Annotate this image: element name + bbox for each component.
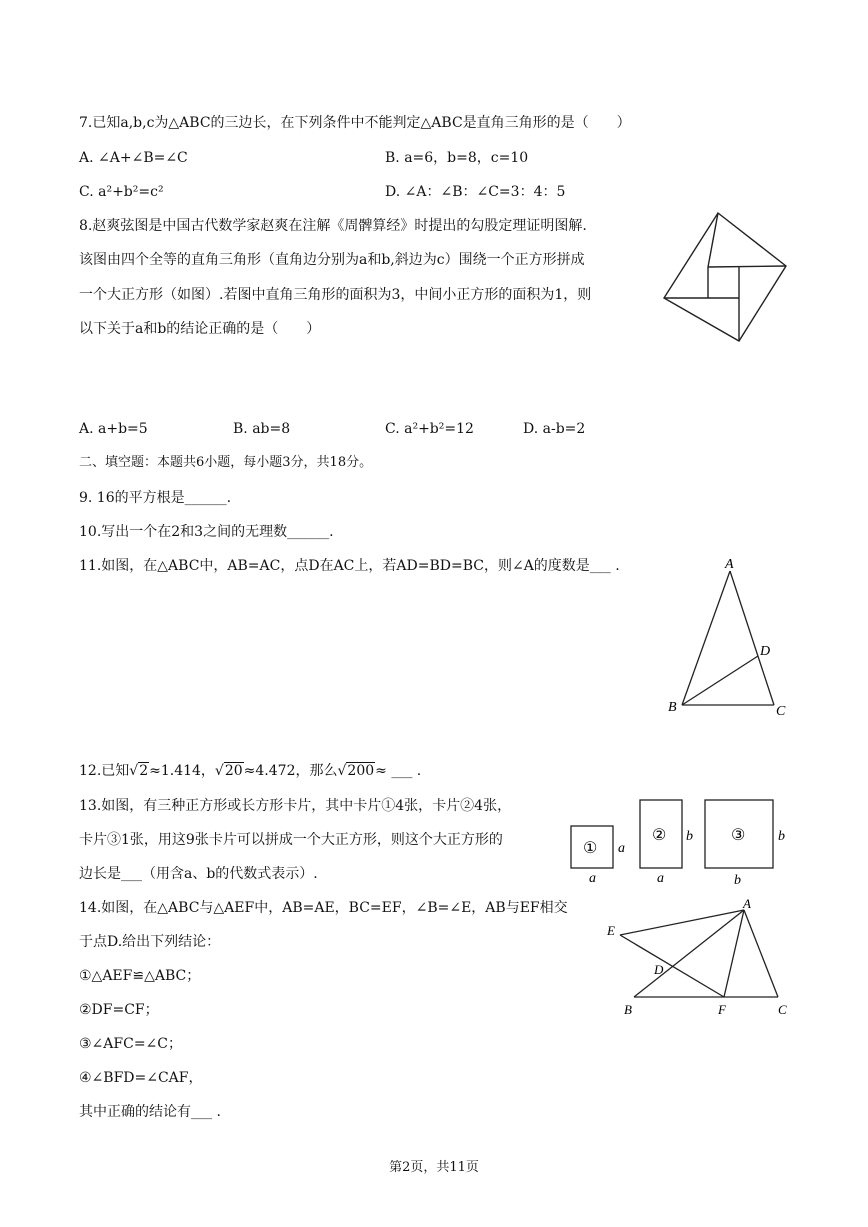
label-d: D: [760, 644, 771, 659]
zhaoshuang-diagram: [658, 210, 792, 348]
sqrt-sign: √: [214, 763, 224, 779]
q12-text: [79, 761, 421, 781]
label-b: B: [624, 1002, 632, 1017]
q7-option-a: A. ∠A+∠B=∠C: [79, 150, 188, 166]
label-b: B: [668, 700, 677, 715]
q14-triangles-figure: [602, 898, 797, 1022]
q13-line-1: 13.如图，有三种正方形或长方形卡片，其中卡片①4张，卡片②4张，: [79, 798, 512, 814]
label-a: A: [725, 557, 734, 572]
q14-line-1: 14.如图，在△ABC与△AEF中，AB=AE，BC=EF，∠B=∠E，AB与EF相交: [79, 900, 568, 916]
card-2-label: ②: [652, 827, 667, 844]
segment-ac: [744, 910, 778, 997]
q8-line-2: 该图由四个全等的直角三角形（直角边分别为a和b,斜边为c）围绕一个正方形拼成: [79, 252, 585, 268]
label-a: A: [743, 898, 751, 911]
q13-cards-figure: [566, 796, 796, 888]
segment-bd: [682, 656, 758, 705]
q14-conclusion-3: ③∠AFC=∠C；: [79, 1036, 182, 1052]
segment-ae: [620, 910, 744, 935]
q8-option-b: B. ab=8: [233, 421, 291, 437]
q8-option-d: D. a-b=2: [523, 421, 586, 437]
card-3-side-b: b: [778, 829, 785, 844]
q14-line-2: 于点D.给出下列结论：: [79, 934, 221, 950]
card-2-bottom-a: a: [657, 871, 664, 886]
q7-option-c: C. a²+b²=c²: [79, 184, 164, 200]
page-footer: 第2页，共11页: [389, 1160, 479, 1175]
label-f: F: [718, 1002, 726, 1017]
q8-line-4: 以下关于a和b的结论正确的是（ ）: [79, 321, 321, 337]
q8-option-a: A. a+b=5: [79, 421, 148, 437]
label-c: C: [776, 704, 786, 719]
q8-line-3: 一个大正方形（如图）.若图中直角三角形的面积为3，中间小正方形的面积为1，则: [79, 287, 592, 303]
segment-ab: [682, 571, 730, 705]
label-d: D: [654, 962, 664, 977]
segment-ef: [620, 935, 724, 997]
q11-text: 11.如图，在△ABC中，AB=AC，点D在AC上，若AD=BD=BC，则∠A的度数是___ .: [79, 558, 620, 574]
q14-conclusion-4: ④∠BFD=∠CAF，: [79, 1070, 203, 1086]
q12-radicand-3: 200: [347, 763, 375, 779]
q7-option-d: D. ∠A：∠B：∠C=3：4：5: [385, 184, 566, 200]
label-e: E: [607, 923, 615, 938]
sqrt-sign: √: [129, 763, 139, 779]
q12-radicand-2: 20: [224, 763, 243, 779]
segment-ac: [730, 571, 774, 705]
q13-line-2: 卡片③1张，用这9张卡片可以拼成一个大正方形，则这个大正方形的: [79, 832, 503, 848]
card-1-side-a: a: [618, 841, 625, 856]
q12-value-3: ≈ ___ .: [375, 763, 422, 779]
card-1-label: ①: [583, 840, 598, 857]
q12-value-1: ≈1.414，: [149, 763, 215, 779]
outer-square: [664, 213, 786, 341]
q8-line-1: 8.赵爽弦图是中国古代数学家赵爽在注解《周髀算经》时提出的勾股定理证明图解.: [79, 218, 587, 234]
q11-triangle-figure: [664, 553, 794, 723]
q10-text: 10.写出一个在2和3之间的无理数______.: [79, 524, 334, 540]
q9-text: 9. 16的平方根是______.: [79, 490, 232, 506]
label-c: C: [778, 1002, 787, 1017]
q8-option-c: C. a²+b²=12: [385, 421, 474, 437]
card-1-bottom-a: a: [589, 871, 596, 886]
q7-stem: 7.已知a,b,c为△ABC的三边长，在下列条件中不能判定△ABC是直角三角形的是（ ）: [79, 115, 631, 131]
triangle-edge: [708, 266, 786, 267]
card-3-label: ③: [731, 827, 746, 844]
q7-option-b: B. a=6，b=8，c=10: [385, 150, 529, 166]
section-2-heading: 二、填空题：本题共6小题，每小题3分，共18分。: [79, 455, 373, 470]
q12-prefix: 12.已知: [79, 763, 130, 779]
card-3-bottom-b: b: [734, 873, 741, 888]
q14-conclusion-2: ②DF=CF；: [79, 1002, 159, 1018]
q14-answer-line: 其中正确的结论有___ .: [79, 1104, 221, 1120]
q12-radicand-1: 2: [139, 763, 149, 779]
card-2-side-b: b: [686, 829, 693, 844]
q14-conclusion-1: ①△AEF≌△ABC；: [79, 968, 201, 984]
q12-value-2: ≈4.472，那么: [243, 763, 338, 779]
q13-line-3: 边长是___（用含a、b的代数式表示）.: [79, 866, 318, 882]
sqrt-sign: √: [337, 763, 347, 779]
